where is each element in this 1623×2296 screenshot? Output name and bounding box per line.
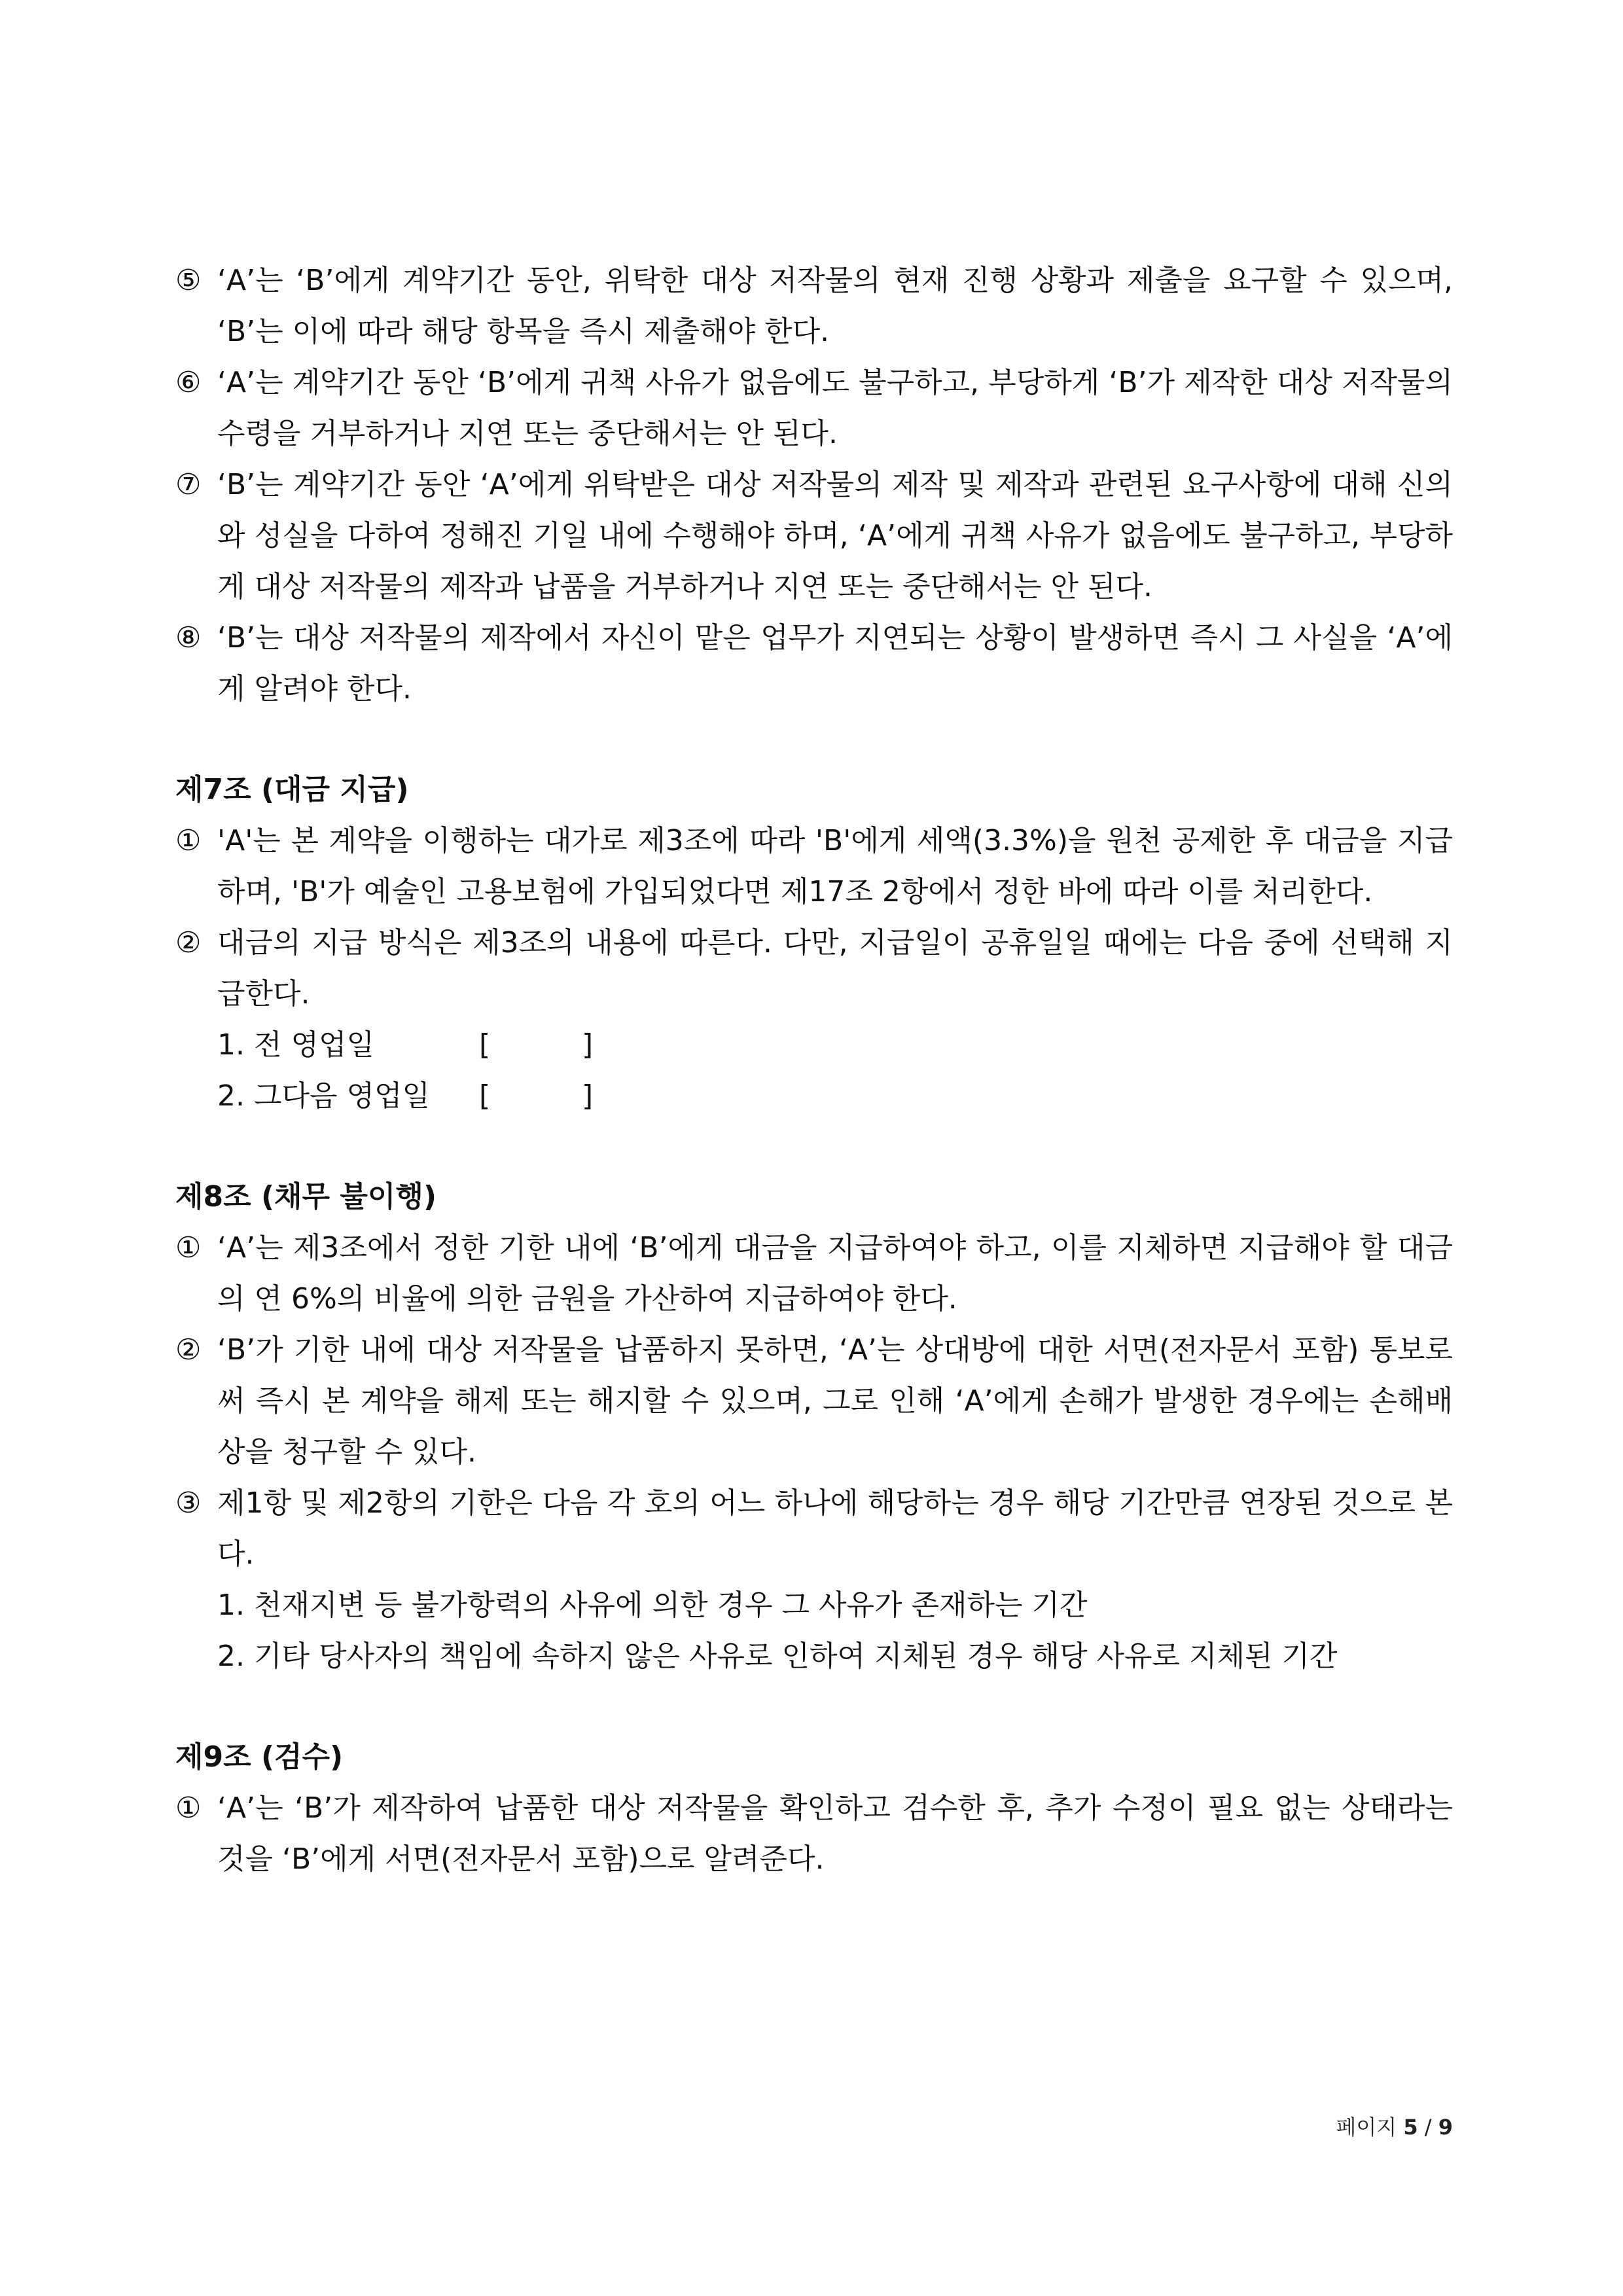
sub-item-text: 기타 당사자의 책임에 속하지 않은 사유로 인하여 지체된 경우 해당 사유로 지체된 기간 — [254, 1640, 1338, 1673]
article9-title: 제9조 (검수) — [175, 1740, 344, 1774]
payment-option-next-day — [175, 1071, 1453, 1122]
list-item — [175, 816, 1453, 918]
item-number: ② — [175, 1333, 202, 1367]
item-number: ③ — [175, 1486, 202, 1520]
list-item — [175, 1478, 1453, 1580]
list-item — [175, 459, 1453, 613]
list-item — [175, 613, 1453, 715]
list-item — [175, 1325, 1453, 1478]
item-text: ‘B’가 기한 내에 대상 저작물을 납품하지 못하면, ‘A’는 상대방에 대한 서면(전자문서 포함) 통보로써 즉시 본 계약을 해제 또는 해지할 수 있으며, 그로 인해 ‘A’에게 손해가 발생한 경우에는 손해배상을 청구할 수 있다. — [217, 1333, 1453, 1469]
sub-list-item — [175, 1580, 1453, 1631]
sub-item-number: 2. — [217, 1640, 245, 1673]
page-number-footer — [1336, 2114, 1453, 2140]
list-item — [175, 918, 1453, 1020]
page-separator: / — [1424, 2115, 1432, 2140]
sub-list-item — [175, 1631, 1453, 1682]
item-text: ‘B’는 계약기간 동안 ‘A’에게 위탁받은 대상 저작물의 제작 및 제작과 관련된 요구사항에 대해 신의와 성실을 다하여 정해진 기일 내에 수행해야 하며, ‘A’에게 귀책 사유가 없음에도 불구하고, 부당하게 대상 저작물의 제작과 납품을 거부하거나 지연 또는 중단해서는 안 된다. — [217, 468, 1454, 603]
item-text: ‘B’는 대상 저작물의 제작에서 자신이 맡은 업무가 지연되는 상황이 발생하면 즉시 그 사실을 ‘A’에게 알려야 한다. — [217, 621, 1453, 706]
item-number: ① — [175, 824, 202, 857]
payment-option-previous-day — [175, 1020, 1453, 1071]
item-text: ‘A’는 제3조에서 정한 기한 내에 ‘B’에게 대금을 지급하여야 하고, 이를 지체하면 지급해야 할 대금의 연 6%의 비율에 의한 금원을 가산하여 지급하여야 한다. — [217, 1231, 1453, 1316]
option-label: 2. 그다음 영업일 — [217, 1079, 430, 1113]
list-item — [175, 255, 1453, 357]
item-number: ⑤ — [175, 264, 202, 297]
article6-items — [175, 255, 1453, 715]
list-item — [175, 1783, 1453, 1885]
sub-item-number: 1. — [217, 1588, 245, 1622]
page-current: 5 — [1403, 2115, 1418, 2140]
article8-title: 제8조 (채무 불이행) — [175, 1180, 437, 1213]
item-number: ⑦ — [175, 468, 202, 501]
item-number: ② — [175, 926, 202, 960]
item-text: ‘A’는 계약기간 동안 ‘B’에게 귀책 사유가 없음에도 불구하고, 부당하게 ‘B’가 제작한 대상 저작물의 수령을 거부하거나 지연 또는 중단해서는 안 된다. — [217, 366, 1453, 450]
document-page — [175, 255, 1453, 1885]
item-text: 'A'는 본 계약을 이행하는 대가로 제3조에 따라 'B'에게 세액(3.3%)을 원천 공제한 후 대금을 지급하며, 'B'가 예술인 고용보험에 가입되었다면 제17조 2항에서 정한 바에 따라 이를 처리한다. — [217, 824, 1453, 908]
option-checkbox-field[interactable]: [ ] — [479, 1028, 594, 1062]
item-text: ‘A’는 ‘B’에게 계약기간 동안, 위탁한 대상 저작물의 현재 진행 상황과 제출을 요구할 수 있으며, ‘B’는 이에 따라 해당 항목을 즉시 제출해야 한다. — [217, 264, 1453, 348]
page-total: 9 — [1438, 2115, 1453, 2140]
article7-title: 제7조 (대금 지급) — [175, 773, 409, 806]
list-item — [175, 1223, 1453, 1325]
page-label: 페이지 — [1336, 2115, 1397, 2140]
item-text: ‘A’는 ‘B’가 제작하여 납품한 대상 저작물을 확인하고 검수한 후, 추가 수정이 필요 없는 상태라는 것을 ‘B’에게 서면(전자문서 포함)으로 알려준다. — [217, 1791, 1453, 1876]
item-number: ① — [175, 1791, 202, 1825]
item-text: 대금의 지급 방식은 제3조의 내용에 따른다. 다만, 지급일이 공휴일일 때에는 다음 중에 선택해 지급한다. — [217, 926, 1454, 1011]
item-number: ⑥ — [175, 366, 202, 399]
list-item — [175, 357, 1453, 459]
option-label: 1. 전 영업일 — [217, 1028, 374, 1062]
item-number: ⑧ — [175, 621, 202, 655]
option-checkbox-field[interactable]: [ ] — [479, 1079, 594, 1113]
item-text: 제1항 및 제2항의 기한은 다음 각 호의 어느 하나에 해당하는 경우 해당 기간만큼 연장된 것으로 본다. — [217, 1486, 1453, 1571]
item-number: ① — [175, 1231, 202, 1265]
sub-item-text: 천재지변 등 불가항력의 사유에 의한 경우 그 사유가 존재하는 기간 — [254, 1588, 1088, 1622]
